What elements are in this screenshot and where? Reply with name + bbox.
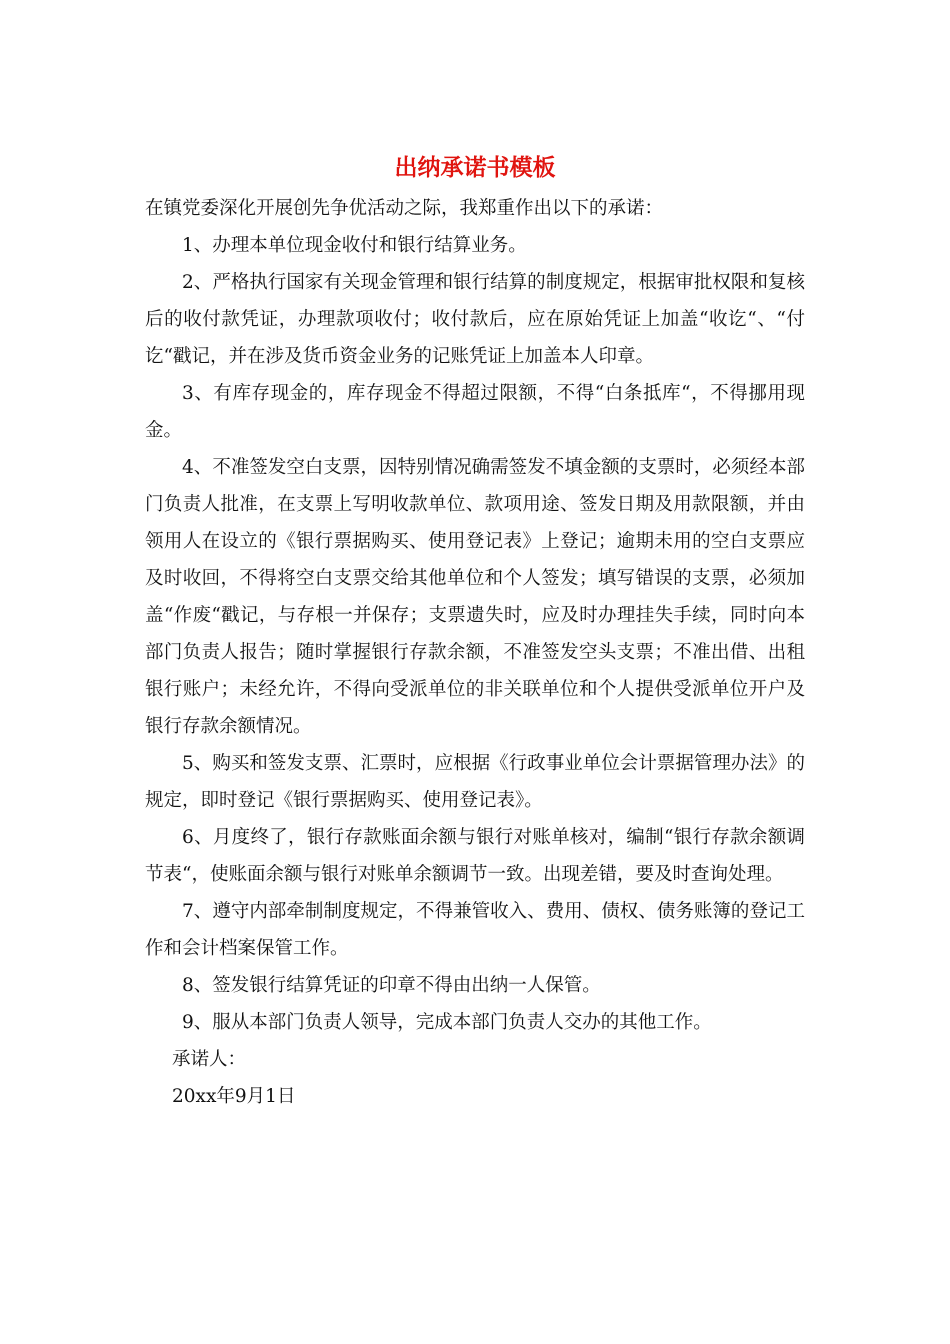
sign-date: 20xx年9月1日 xyxy=(172,1086,296,1107)
clause-4: 4、不准签发空白支票，因特别情况确需签发不填金额的支票时，必须经本部门负责人批准，在支票上写明收款单位、款项用途、签发日期及用款限额，并由领用人在设立的《银行票据购买、使用登记表》上登记；逾期未用的空白支票应及时收回，不得将空白支票交给其他单位和个人签发；填写错误的支票，必须加盖“作废“戳记，与存根一并保存；支票遗失时，应及时办理挂失手续，同时向本部门负责人报告；随时掌握银行存款余额，不准签发空头支票；不准出借、出租银行账户；未经允许，不得向受派单位的非关联单位和个人提供受派单位开户及银行存款余额情况。 xyxy=(145,457,805,737)
document-title: 出纳承诺书模板 xyxy=(394,154,556,181)
clause-9: 9、服从本部门负责人领导，完成本部门负责人交办的其他工作。 xyxy=(182,1012,712,1033)
document-body xyxy=(145,148,805,1115)
clause-2: 2、严格执行国家有关现金管理和银行结算的制度规定，根据审批权限和复核后的收付款凭证，办理款项收付；收付款后，应在原始凭证上加盖“收讫“、“付讫“戳记，并在涉及货币资金业务的记账凭证上加盖本人印章。 xyxy=(145,272,805,367)
signer-label: 承诺人： xyxy=(172,1049,247,1070)
clause-7: 7、遵守内部牵制制度规定，不得兼管收入、费用、债权、债务账簿的登记工作和会计档案保管工作。 xyxy=(145,901,805,959)
clause-6: 6、月度终了，银行存款账面余额与银行对账单核对，编制“银行存款余额调节表“，使账面余额与银行对账单余额调节一致。出现差错，要及时查询处理。 xyxy=(145,827,805,885)
clause-5: 5、购买和签发支票、汇票时，应根据《行政事业单位会计票据管理办法》的规定，即时登记《银行票据购买、使用登记表》。 xyxy=(145,753,805,811)
clause-1: 1、办理本单位现金收付和银行结算业务。 xyxy=(182,235,527,256)
intro-paragraph: 在镇党委深化开展创先争优活动之际，我郑重作出以下的承诺： xyxy=(145,198,664,219)
clause-3: 3、有库存现金的，库存现金不得超过限额，不得“白条抵库“，不得挪用现金。 xyxy=(145,383,805,441)
clause-8: 8、签发银行结算凭证的印章不得由出纳一人保管。 xyxy=(182,975,601,996)
